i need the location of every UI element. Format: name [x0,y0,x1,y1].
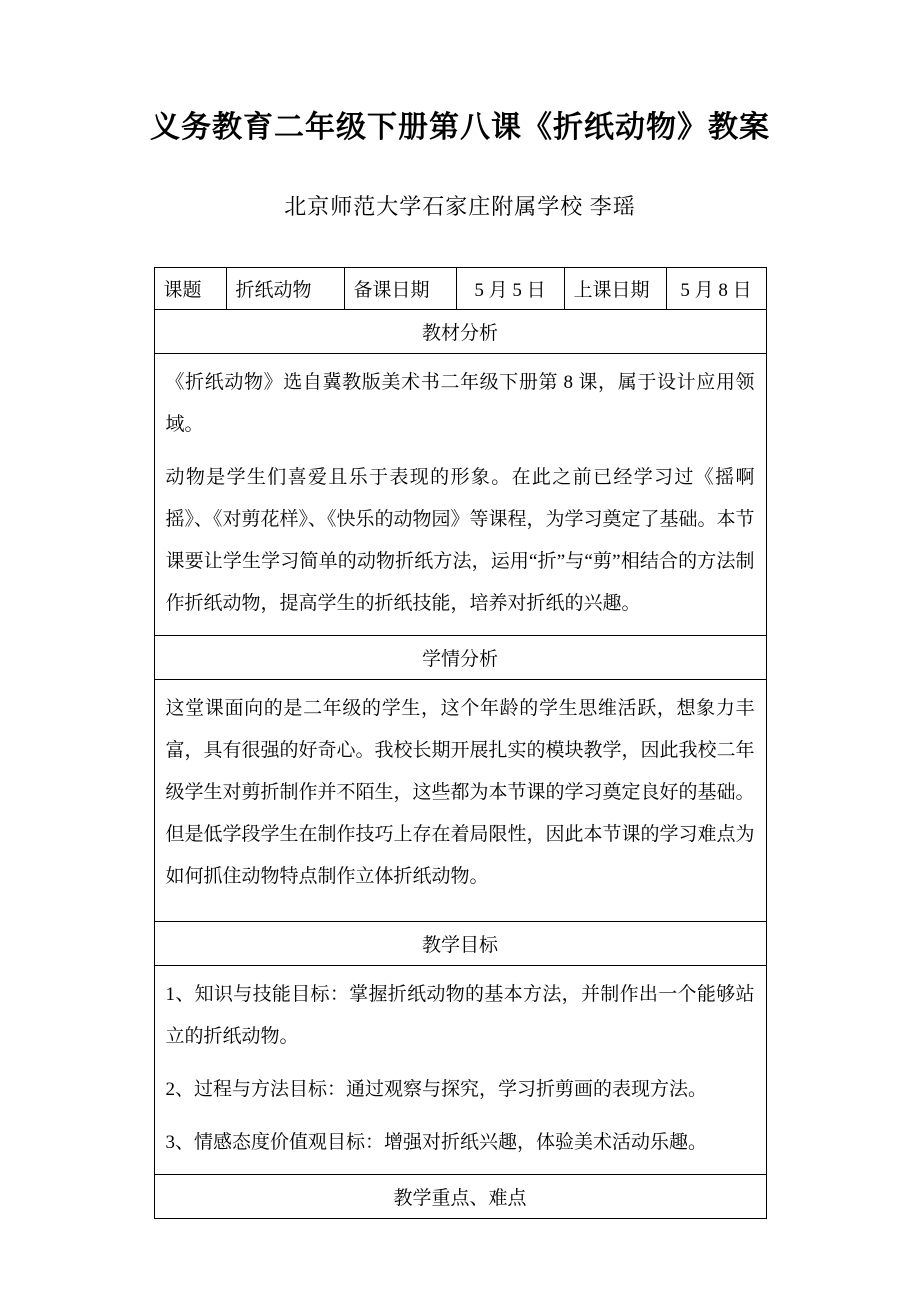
section-content-row [154,354,766,636]
paragraph: 1、知识与技能目标：掌握折纸动物的基本方法，并制作出一个能够站立的折纸动物。 [165,984,755,1047]
page-title: 义务教育二年级下册第八课《折纸动物》教案 [150,111,770,144]
section-heading-material-analysis: 教材分析 [154,310,766,354]
class-date-label-cell: 上课日期 [564,268,666,310]
section-content-teaching-goals [154,966,766,1175]
paragraph: 《折纸动物》选自冀教版美术书二年级下册第 8 课，属于设计应用领域。 [165,372,755,435]
paragraph: 2、过程与方法目标：通过观察与探究，学习折剪画的表现方法。 [165,1079,708,1100]
section-heading-key-points: 教学重点、难点 [154,1175,766,1219]
info-row [154,268,766,310]
section-heading-student-analysis: 学情分析 [154,636,766,680]
page-subtitle: 北京师范大学石家庄附属学校 李瑶 [284,194,636,219]
prep-date-label-cell: 备课日期 [344,268,456,310]
section-heading-teaching-goals: 教学目标 [154,922,766,966]
class-date-value-cell: 5 月 8 日 [666,268,766,310]
topic-value-cell: 折纸动物 [226,268,344,310]
lesson-plan-table [154,267,767,1219]
section-content-material-analysis [154,354,766,636]
paragraph: 动物是学生们喜爱且乐于表现的形象。在此之前已经学习过《摇啊摇》、《对剪花样》、《快乐的动物园》等课程，为学习奠定了基础。本节课要让学生学习简单的动物折纸方法，运用“折”与“剪”相结合的方法制作折纸动物，提高学生的折纸技能，培养对折纸的兴趣。 [165,467,755,614]
paragraph: 这堂课面向的是二年级的学生，这个年龄的学生思维活跃，想象力丰富，具有很强的好奇心。我校长期开展扎实的模块教学，因此我校二年级学生对剪折制作并不陌生，这些都为本节课的学习奠定良好的基础。但是低学段学生在制作技巧上存在着局限性，因此本节课的学习难点为如何抓住动物特点制作立体折纸动物。 [165,698,755,887]
section-heading-row [154,1175,766,1219]
topic-label-cell: 课题 [154,268,226,310]
section-heading-row [154,310,766,354]
section-content-row [154,680,766,922]
section-content-student-analysis [154,680,766,922]
section-heading-row [154,636,766,680]
paragraph: 3、情感态度价值观目标：增强对折纸兴趣，体验美术活动乐趣。 [165,1132,708,1153]
section-heading-row [154,922,766,966]
prep-date-value-cell: 5 月 5 日 [456,268,564,310]
section-content-row [154,966,766,1175]
